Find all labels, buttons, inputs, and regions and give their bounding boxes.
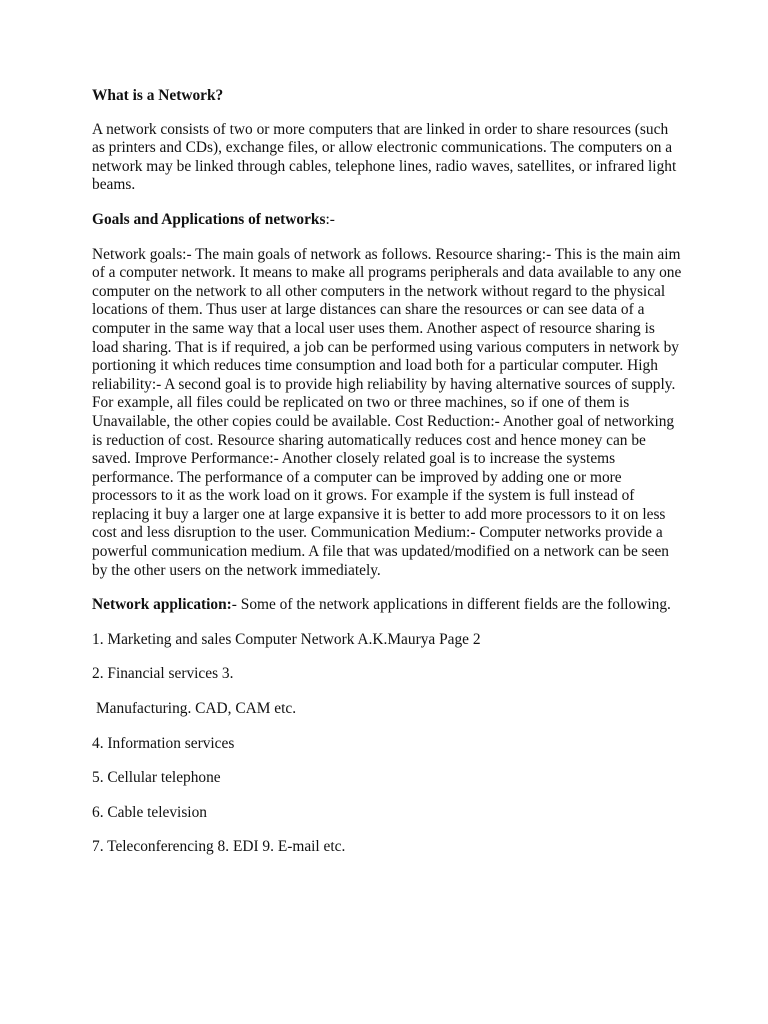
heading-goals-bold: Goals and Applications of networks (92, 210, 326, 228)
document-page (92, 87, 682, 857)
paragraph-network-definition: A network consists of two or more computers that are linked in order to share resources (such as printers and CDs), exchange files, or allow electronic communications. The computers on a network may be linked through cables, telephone lines, radio waves, satellites, or infrared light beams. (92, 120, 677, 194)
heading-what-is-network: What is a Network? (92, 87, 224, 104)
list-item: 1. Marketing and sales Computer Network A.K.Maurya Page 2 (92, 630, 481, 648)
paragraph-network-goals: Network goals:- The main goals of network as follows. Resource sharing:- This is the main aim of a computer network. It means to make all programs peripherals and data available to any one computer on the network to all other computers in the network without regard to the physical locations of them. Thus user at large distances can share the resources or can see data of a computer in the same way that a local user uses them. Another aspect of resource sharing is load sharing. That is if required, a job can be performed using various computers in network by portioning it which reduces time consumption and load both for a particular computer. High reliability:- A second goal is to provide high reliability by having alternative sources of supply. For example, all files could be replicated on two or three machines, so if one of them is Unavailable, the other copies could be available. Cost Reduction:- Another goal of networking is reduction of cost. Resource sharing automatically reduces cost and hence money can be saved. Improve Performance:- Another closely related goal is to increase the systems performance. The performance of a computer can be improved by adding one or more processors to it as the work load on it grows. For example if the system is full instead of replacing it buy a larger one at large expansive it is better to add more processors to it on less cost and less disruption to the user. Communication Medium:- Computer networks provide a powerful communication medium. A file that was updated/modified on a network can be seen by the other users on the network immediately. (92, 245, 682, 579)
list-item: 6. Cable television (92, 803, 207, 821)
network-application-bold: Network application: (92, 596, 232, 614)
list-item: 7. Teleconferencing 8. EDI 9. E-mail etc. (92, 838, 346, 856)
network-application-rest: - Some of the network applications in different fields are the following. (231, 596, 671, 614)
list-item: 5. Cellular telephone (92, 769, 221, 787)
paragraph-network-application (92, 596, 682, 615)
heading-goals-applications (92, 211, 682, 230)
list-item: 4. Information services (92, 734, 235, 752)
heading-goals-tail: :- (325, 210, 335, 228)
list-item: Manufacturing. CAD, CAM etc. (96, 700, 297, 718)
list-item: 2. Financial services 3. (92, 665, 234, 683)
